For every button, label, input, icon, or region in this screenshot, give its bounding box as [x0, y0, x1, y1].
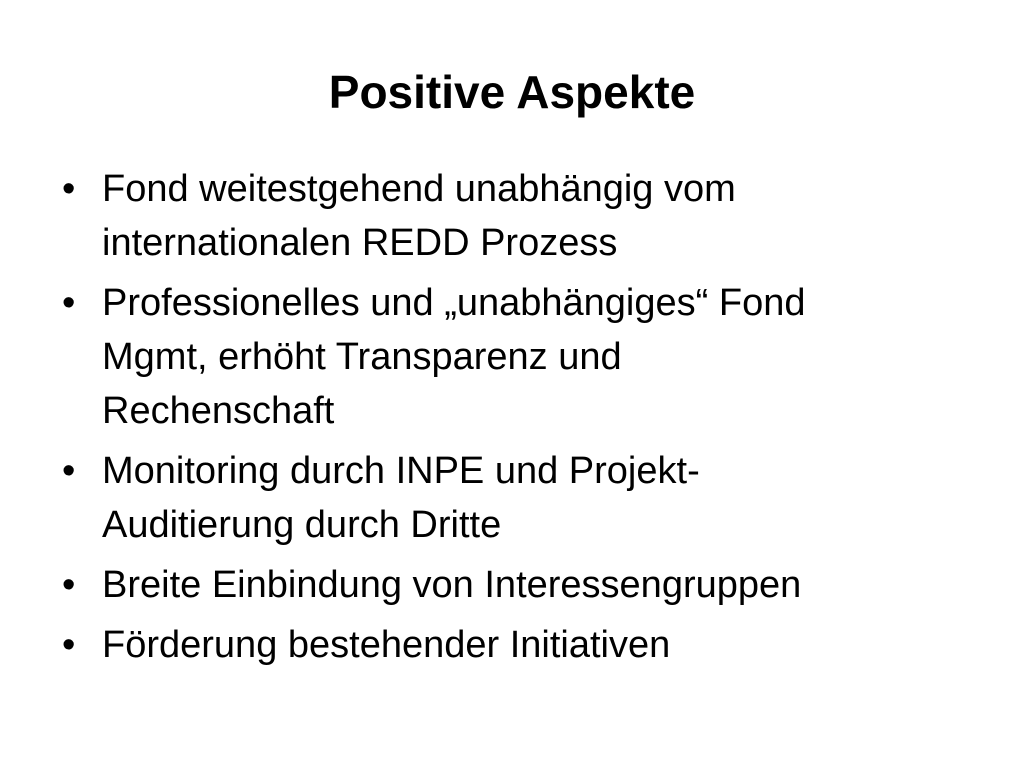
bullet-item — [58, 618, 958, 672]
bullet-text-line: Monitoring durch INPE und Projekt- — [102, 450, 700, 492]
bullet-item — [58, 276, 958, 438]
bullet-text-line: Förderung bestehender Initiativen — [102, 624, 671, 666]
bullet-list — [58, 162, 958, 678]
bullet-text-line: Professionelles und „unabhängiges“ Fond — [102, 282, 806, 324]
bullet-item — [58, 558, 958, 612]
bullet-text-line: Auditierung durch Dritte — [102, 504, 502, 546]
bullet-text-line: Rechenschaft — [102, 390, 335, 432]
bullet-item — [58, 162, 958, 270]
slide-title: Positive Aspekte — [328, 66, 696, 118]
bullet-text-line: internationalen REDD Prozess — [102, 222, 618, 264]
bullet-text-line: Breite Einbindung von Interessengruppen — [102, 564, 802, 606]
bullet-icon: • — [62, 282, 76, 324]
bullet-icon: • — [62, 168, 76, 210]
bullet-icon: • — [62, 450, 76, 492]
bullet-text-line: Fond weitestgehend unabhängig vom — [102, 168, 736, 210]
bullet-icon: • — [62, 564, 76, 606]
bullet-icon: • — [62, 624, 76, 666]
bullet-text-line: Mgmt, erhöht Transparenz und — [102, 336, 622, 378]
bullet-item — [58, 444, 958, 552]
